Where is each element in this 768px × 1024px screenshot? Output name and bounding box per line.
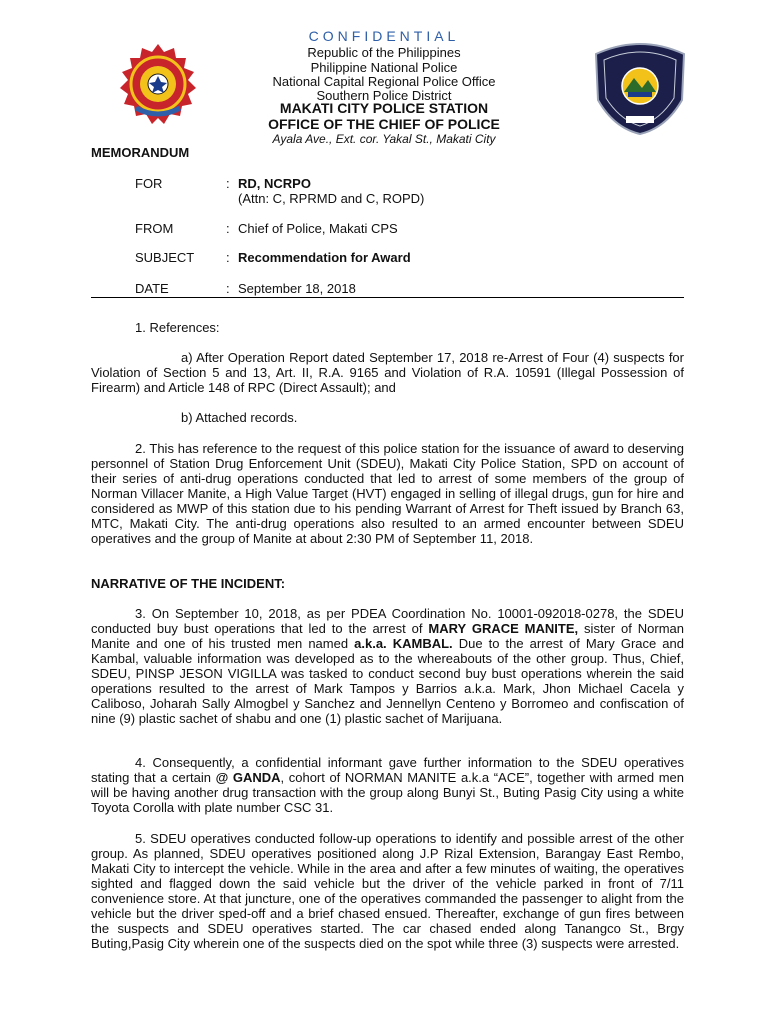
header-ncrpo: National Capital Regional Police Office [272,74,496,89]
paragraph-5 [91,831,684,951]
for-value: RD, NCRPO [238,176,311,191]
header-station: MAKATI CITY POLICE STATION [279,100,489,116]
reference-b-text: b) Attached records. [181,410,298,425]
confidential-marking: CONFIDENTIAL [308,28,460,44]
header-office: OFFICE OF THE CHIEF OF POLICE [268,116,500,132]
p3-part-c: sister of Norman Manite and one of his trusted men named [91,621,685,651]
pnp-seal-logo [118,44,198,126]
subject-colon: : [226,250,230,265]
paragraph-3 [91,606,684,726]
references-text: 1. References: [135,320,220,335]
date-colon: : [226,281,230,296]
for-attn: (Attn: C, RPRMD and C, ROPD) [238,191,425,206]
for-colon: : [226,176,230,191]
references-heading [91,320,684,335]
header-pnp: Philippine National Police [310,60,458,75]
paragraph-5-text: 5. SDEU operatives conducted follow-up operations to identify and possible arrest of the other group. As planned, SDEU operatives positioned along J.P Rizal Extension, Barangay East Rembo, Makati City to intercept the vehicle. While in the area and after a few minutes of waiting, the operatives sighted and flagged down the said vehicle but the driver of the vehicle parked in front of 7/11 convenience store. At that juncture, one of the operatives commanded the passenger to alight from the vehicle but the driver sped-off and a brief chased ensued. Thereafter, exchange of gun fires between the suspects and SDEU operatives started. The car chased ended along Tanangco St., Brgy Buting,Pasig City wherein one of the suspects died on the spot while three (3) suspects were arrested. [91,831,684,951]
p4-part-a: 4. Consequently, a confidential informant gave further information to the SDEU operatives stating that a certain [91,755,684,785]
paragraph-2-text: 2. This has reference to the request of this police station for the issuance of award to deserving personnel of Station Drug Enforcement Unit (SDEU), Makati City Police Station, SPD on account of their series of anti-drug operations conducted that led to arrest of some members of the group of Norman Villacer Manite, a High Value Target (HVT) engaged in selling of illegal drugs, gun for hire and considered as MWP of this station due to his pending Warrant of Arrest for Theft issued by Branch 63, MTC, Makati City. The anti-drug operations also resulted to an armed encounter between SDEU operatives and the group of Manite at about 2:30 PM of September 11, 2018. [91,441,684,546]
header-divider [91,297,684,298]
for-label: FOR [135,176,163,191]
header-address: Ayala Ave., Ext. cor. Yakal St., Makati City [272,132,496,146]
header-district: Southern Police District [316,88,452,103]
p3-name-kambal: a.k.a. KAMBAL. [354,636,453,651]
paragraph-2 [91,441,684,546]
p4-part-c: , cohort of NORMAN MANITE a.k.a “ACE”, together with armed men will be having another drug transaction with the group along Bunyi St., Buting Pasig City using a white Toyota Corolla with plate number CSC 31. [91,770,685,815]
makati-police-badge-logo [588,40,692,136]
subject-label: SUBJECT [135,250,195,265]
narrative-heading: NARRATIVE OF THE INCIDENT: [91,576,286,591]
p3-name-mary-grace: MARY GRACE MANITE, [428,621,579,636]
reference-b [91,410,684,425]
from-value: Chief of Police, Makati CPS [238,221,398,236]
subject-value: Recommendation for Award [238,250,411,265]
memorandum-title: MEMORANDUM [91,145,190,160]
from-label: FROM [135,221,174,236]
date-label: DATE [135,281,169,296]
reference-a-text: a) After Operation Report dated September 17, 2018 re-Arrest of Four (4) suspects for Violation of Section 5 and 13, Art. II, R.A. 9165 and Violation of R.A. 10591 (Illegal Possession of Firearm) and Article 148 of RPC (Direct Assault); and [91,350,684,395]
date-value: September 18, 2018 [238,281,356,296]
p4-name-ganda: @ GANDA [215,770,281,785]
paragraph-4 [91,755,684,815]
p3-part-e: Due to the arrest of Mary Grace and Kambal, valuable information was developed as to the whereabouts of the other group. Thus, Chief, SDEU, PINSP JESON VIGILLA was tasked to conduct second buy bust operations wherein the said operations resulted to the arrest of Mark Tampos y Barrios a.k.a. Mark, Jhon Michael Cacela y Caliboso, Joharah Sally Almogbel y Sanchez and Jennellyn Centeno y Borromeo and confiscation of nine (9) plastic sachet of shabu and one (1) plastic sachet of Marijuana. [91,636,684,726]
p3-part-a: 3. On September 10, 2018, as per PDEA Coordination No. 10001-092018-0278, the SDEU conducted buy bust operations that led to the arrest of [91,606,684,636]
from-colon: : [226,221,230,236]
header-republic: Republic of the Philippines [307,45,461,60]
reference-a [91,350,684,395]
